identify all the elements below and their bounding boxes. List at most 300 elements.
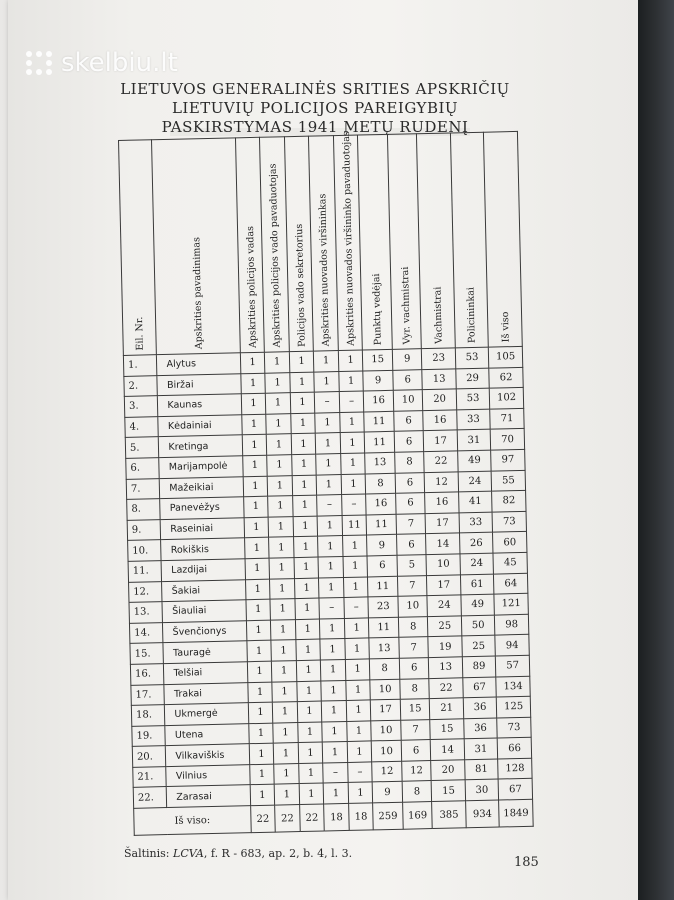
column-header [450,132,488,348]
title-line-1: LIETUVOS GENERALINĖS SRITIES APSKRIČIŲ [120,80,510,98]
column-header [152,138,240,355]
row-number-cell: 13. [129,602,163,623]
value-cell: 1 [294,578,319,599]
value-cell: – [317,495,342,516]
value-cell: 1 [292,475,317,496]
value-cell: 1 [265,352,290,373]
value-cell: 11 [368,576,398,597]
value-cell: 1 [348,782,373,803]
value-cell: – [348,762,373,783]
value-cell: 94 [495,635,529,656]
value-cell: 1 [315,412,340,433]
value-cell: 1 [295,619,320,640]
value-cell: 1 [340,453,365,474]
value-cell: 71 [490,408,524,429]
value-cell: 81 [465,759,499,780]
value-cell: 1 [291,433,316,454]
value-cell: 105 [489,346,523,367]
row-number-cell: 8. [127,499,161,520]
value-cell: 1 [345,638,370,659]
value-cell: 1 [242,414,267,435]
value-cell: 1 [347,721,372,742]
table-wrapper [118,131,534,840]
value-cell: 14 [431,739,465,760]
value-cell: 12 [372,761,402,782]
value-cell: 8 [400,678,430,699]
value-cell: 12 [425,471,459,492]
value-cell: 1 [317,515,342,536]
value-cell: 11 [365,432,395,453]
county-name-cell: Raseiniai [161,517,245,539]
value-cell: 15 [432,780,466,801]
value-cell: 6 [395,493,425,514]
value-cell: 1 [250,785,275,806]
value-cell: 1 [293,516,318,537]
county-name-cell: Zarasai [167,785,251,807]
value-cell: 89 [462,656,496,677]
value-cell: 10 [398,596,428,617]
value-cell: 1 [247,661,272,682]
value-cell: 1 [241,373,266,394]
source-archive: LCVA [173,847,204,860]
value-cell: 1 [249,764,274,785]
value-cell: 98 [495,614,529,635]
value-cell: 10 [393,390,423,411]
value-cell: 1 [247,640,272,661]
row-number-cell: 21. [133,766,167,787]
row-number-cell: 4. [125,416,159,437]
value-cell: 20 [423,389,457,410]
value-cell: 1 [266,393,291,414]
value-cell: 7 [401,719,431,740]
value-cell: 1 [320,639,345,660]
row-number-cell: 1. [123,355,157,376]
value-cell: 31 [457,430,491,451]
column-header-label: Apskrities policijos vadas [244,225,259,349]
value-cell: 1 [318,556,343,577]
county-name-cell: Tauragė [163,641,247,663]
value-cell: 7 [397,575,427,596]
value-cell: 1 [267,434,292,455]
value-cell: 134 [496,676,530,697]
value-cell: 8 [395,452,425,473]
value-cell: 9 [367,535,397,556]
value-cell: 82 [492,491,526,512]
county-name-cell: Kaunas [158,394,242,416]
county-name-cell: Ukmergė [165,703,249,725]
value-cell: 1 [295,598,320,619]
value-cell: 6 [399,657,429,678]
value-cell: 1 [292,495,317,516]
value-cell: 128 [498,758,532,779]
value-cell: – [339,391,364,412]
column-header [417,133,455,349]
county-name-cell: Kėdainiai [158,415,242,437]
column-header [119,140,157,356]
value-cell: 1 [340,412,365,433]
value-cell: 1 [267,475,292,496]
total-value-cell: 22 [299,804,324,832]
value-cell: 1 [242,455,267,476]
value-cell: 1 [246,599,271,620]
county-name-cell: Utena [165,723,249,745]
value-cell: 1 [271,640,296,661]
data-table [118,131,534,836]
row-number-cell: 3. [124,396,158,417]
value-cell: 20 [431,760,465,781]
value-cell: 10 [371,720,401,741]
value-cell: 1 [249,723,274,744]
value-cell: 121 [494,593,528,614]
value-cell: 1 [322,721,347,742]
value-cell: 125 [496,696,530,717]
total-value-cell: 22 [275,805,300,833]
value-cell: 1 [321,680,346,701]
value-cell: 1 [339,371,364,392]
value-cell: 1 [241,393,266,414]
value-cell: 1 [299,783,324,804]
value-cell: 26 [459,532,493,553]
value-cell: 17 [426,513,460,534]
value-cell: 1 [291,454,316,475]
value-cell: 1 [316,433,341,454]
row-number-cell: 12. [129,581,163,602]
value-cell: 1 [321,659,346,680]
value-cell: 12 [402,760,432,781]
value-cell: 1 [346,679,371,700]
value-cell: 1 [323,783,348,804]
value-cell: 41 [458,491,492,512]
value-cell: 15 [400,699,430,720]
value-cell: 11 [364,411,394,432]
total-value-cell: 18 [348,803,373,831]
value-cell: 10 [370,679,400,700]
value-cell: 6 [396,534,426,555]
value-cell: 1 [320,618,345,639]
value-cell: 73 [497,717,531,738]
value-cell: 1 [246,620,271,641]
value-cell: 16 [423,410,457,431]
value-cell: 60 [493,532,527,553]
value-cell: 73 [492,511,526,532]
value-cell: 6 [394,431,424,452]
value-cell: 1 [293,536,318,557]
value-cell: 30 [465,780,499,801]
value-cell: 21 [430,698,464,719]
row-number-cell: 22. [133,787,167,808]
value-cell: 1 [242,435,267,456]
value-cell: 67 [498,779,532,800]
county-name-cell: Panevėžys [160,497,244,519]
table-body [123,346,533,835]
value-cell: 33 [457,409,491,430]
column-header-label: Eil. Nr. [134,316,146,351]
value-cell: 1 [343,576,368,597]
value-cell: 1 [314,351,339,372]
value-cell: 6 [367,555,397,576]
county-name-cell: Telšiai [164,662,248,684]
value-cell: 1 [344,618,369,639]
value-cell: 7 [399,637,429,658]
value-cell: 13 [429,657,463,678]
total-value-cell: 934 [465,800,499,828]
county-name-cell: Šakiai [162,579,246,601]
value-cell: 1 [338,350,363,371]
value-cell: – [341,494,366,515]
value-cell: 16 [425,492,459,513]
value-cell: 1 [274,784,299,805]
value-cell: 33 [459,512,493,533]
row-number-cell: 11. [128,561,162,582]
value-cell: 1 [319,577,344,598]
value-cell: 25 [462,635,496,656]
value-cell: 1 [269,537,294,558]
value-cell: 1 [272,660,297,681]
value-cell: 1 [347,741,372,762]
watermark-text: skelbiu.lt [61,48,178,78]
value-cell: 62 [489,367,523,388]
value-cell: 1 [290,372,315,393]
value-cell: 102 [489,388,523,409]
column-header-label: Punktų vedėjai [370,273,384,346]
row-number-cell: 16. [130,664,164,685]
value-cell: 1 [273,722,298,743]
row-number-cell: 9. [127,519,161,540]
dots-logo-icon [26,51,53,75]
value-cell: 16 [366,493,396,514]
value-cell: – [319,598,344,619]
value-cell: 1 [273,702,298,723]
value-cell: 6 [394,410,424,431]
county-name-cell: Rokiškis [161,538,245,560]
source-rest: , f. R - 683, ap. 2, b. 4, l. 3. [203,847,353,860]
column-header-label: Policininkai [465,286,478,344]
value-cell: 1 [316,454,341,475]
value-cell: – [344,597,369,618]
column-header-label: Iš viso [499,311,512,343]
value-cell: 1 [314,371,339,392]
county-name-cell: Marijampolė [159,456,243,478]
value-cell: 64 [494,573,528,594]
value-cell: 8 [370,658,400,679]
county-name-cell: Vilkaviškis [166,744,250,766]
value-cell: 17 [427,574,461,595]
row-number-cell: 19. [132,725,166,746]
value-cell: 13 [422,368,456,389]
row-number-cell: 10. [128,540,162,561]
value-cell: 55 [491,470,525,491]
value-cell: 1 [323,742,348,763]
value-cell: 1 [244,517,269,538]
value-cell: 1 [297,681,322,702]
value-cell: 24 [460,553,494,574]
county-name-cell: Kretinga [159,435,243,457]
value-cell: 1 [274,743,299,764]
value-cell: 36 [464,718,498,739]
source-prefix: Šaltinis: [124,847,174,860]
value-cell: 1 [298,763,323,784]
value-cell: 19 [428,636,462,657]
value-cell: 11 [342,515,367,536]
value-cell: 6 [393,369,423,390]
value-cell: 23 [422,348,456,369]
value-cell: 9 [372,782,402,803]
value-cell: 1 [244,538,269,559]
value-cell: 1 [298,722,323,743]
value-cell: 1 [346,700,371,721]
value-cell: 70 [490,429,524,450]
row-number-cell: 18. [131,705,165,726]
column-header [484,131,523,347]
value-cell: 1 [245,558,270,579]
value-cell: 61 [460,574,494,595]
row-number-cell: 17. [131,684,165,705]
value-cell: 1 [298,742,323,763]
value-cell: 45 [493,552,527,573]
value-cell: 1 [269,558,294,579]
value-cell: 1 [340,432,365,453]
value-cell: 1 [318,536,343,557]
value-cell: 1 [345,659,370,680]
value-cell: 1 [341,474,366,495]
value-cell: 1 [343,556,368,577]
value-cell: 97 [491,449,525,470]
source-note [124,847,352,860]
value-cell: 1 [265,372,290,393]
row-number-cell: 6. [126,458,160,479]
value-cell: 23 [368,596,398,617]
value-cell: 8 [365,473,395,494]
value-cell: 31 [464,738,498,759]
value-cell: 1 [270,599,295,620]
row-number-cell: 7. [126,478,160,499]
row-number-cell: 2. [124,375,158,396]
value-cell: 22 [429,677,463,698]
value-cell: 11 [369,617,399,638]
header-row [119,131,523,355]
value-cell: 13 [369,638,399,659]
total-value-cell: 259 [373,802,403,830]
row-number-cell: 5. [125,437,159,458]
value-cell: 67 [463,677,497,698]
value-cell: 17 [424,430,458,451]
value-cell: 53 [455,347,489,368]
total-value-cell: 18 [324,804,349,832]
value-cell: 1 [248,682,273,703]
column-header [358,134,392,350]
county-name-cell: Šiauliai [162,600,246,622]
value-cell: 1 [268,516,293,537]
value-cell: 1 [243,476,268,497]
value-cell: 8 [398,616,428,637]
value-cell: 25 [428,616,462,637]
county-name-cell: Lazdijai [161,559,245,581]
value-cell: 1 [297,701,322,722]
total-label: Iš viso: [134,806,251,836]
total-value-cell: 22 [250,805,275,833]
title-line-3: PASKIRSTYMAS 1941 METŲ RUDENĮ [161,118,469,136]
value-cell: 6 [395,472,425,493]
county-name-cell: Biržai [157,373,241,395]
value-cell: 36 [463,697,497,718]
value-cell: 1 [249,743,274,764]
book-spine [638,0,674,900]
county-name-cell: Alytus [157,353,241,375]
value-cell: 1 [267,455,292,476]
value-cell: 29 [456,368,490,389]
value-cell: 11 [366,514,396,535]
value-cell: 1 [240,352,265,373]
value-cell: 10 [426,554,460,575]
value-cell: 22 [424,451,458,472]
value-cell: 1 [316,474,341,495]
value-cell: – [323,762,348,783]
value-cell: 66 [497,738,531,759]
value-cell: 10 [372,741,402,762]
total-value-cell: 169 [403,802,433,830]
county-name-cell: Mažeikiai [160,476,244,498]
column-header-label: Vachmistrai [432,286,445,344]
value-cell: 5 [397,555,427,576]
county-name-cell: Vilnius [166,765,250,787]
value-cell: 57 [496,655,530,676]
value-cell: 16 [364,391,394,412]
value-cell: 1 [272,681,297,702]
column-header-label: Apskrities nuovados viršininkas [317,193,332,347]
column-header-label: Apskrities policijos vado pavaduotojas [267,163,283,348]
title-line-2: LIETUVIŲ POLICIJOS PAREIGYBIŲ [171,99,459,117]
column-header-label: Apskrities pavadinimas [190,236,205,350]
value-cell: 1 [296,639,321,660]
column-header-label: Vyr. vachmistrai [400,266,413,345]
value-cell: 13 [365,452,395,473]
value-cell: 1 [271,619,296,640]
value-cell: 1 [296,660,321,681]
value-cell: 53 [456,388,490,409]
value-cell: 1 [290,392,315,413]
value-cell: 50 [461,615,495,636]
total-value-cell: 1849 [499,799,533,827]
row-number-cell: 15. [130,643,164,664]
value-cell: 17 [371,699,401,720]
value-cell: 1 [342,535,367,556]
county-name-cell: Trakai [164,682,248,704]
value-cell: 24 [458,471,492,492]
value-cell: 1 [294,557,319,578]
value-cell: 15 [430,718,464,739]
row-number-cell: 20. [132,746,166,767]
value-cell: 1 [291,413,316,434]
value-cell: 49 [461,594,495,615]
value-cell: 14 [426,533,460,554]
value-cell: 6 [401,740,431,761]
row-number-cell: 14. [129,622,163,643]
county-name-cell: Švenčionys [163,620,247,642]
page-number: 185 [514,855,539,870]
total-value-cell: 385 [432,801,466,829]
value-cell: 49 [457,450,491,471]
column-header [387,134,421,350]
value-cell: – [315,392,340,413]
value-cell: 9 [363,370,393,391]
value-cell: 1 [322,701,347,722]
value-cell: 1 [266,413,291,434]
value-cell: 1 [270,578,295,599]
value-cell: 15 [363,349,393,370]
column-header-label: Apskrities nuovados viršininko pavaduotojas [340,131,357,346]
value-cell: 9 [392,349,422,370]
value-cell: 8 [402,781,432,802]
